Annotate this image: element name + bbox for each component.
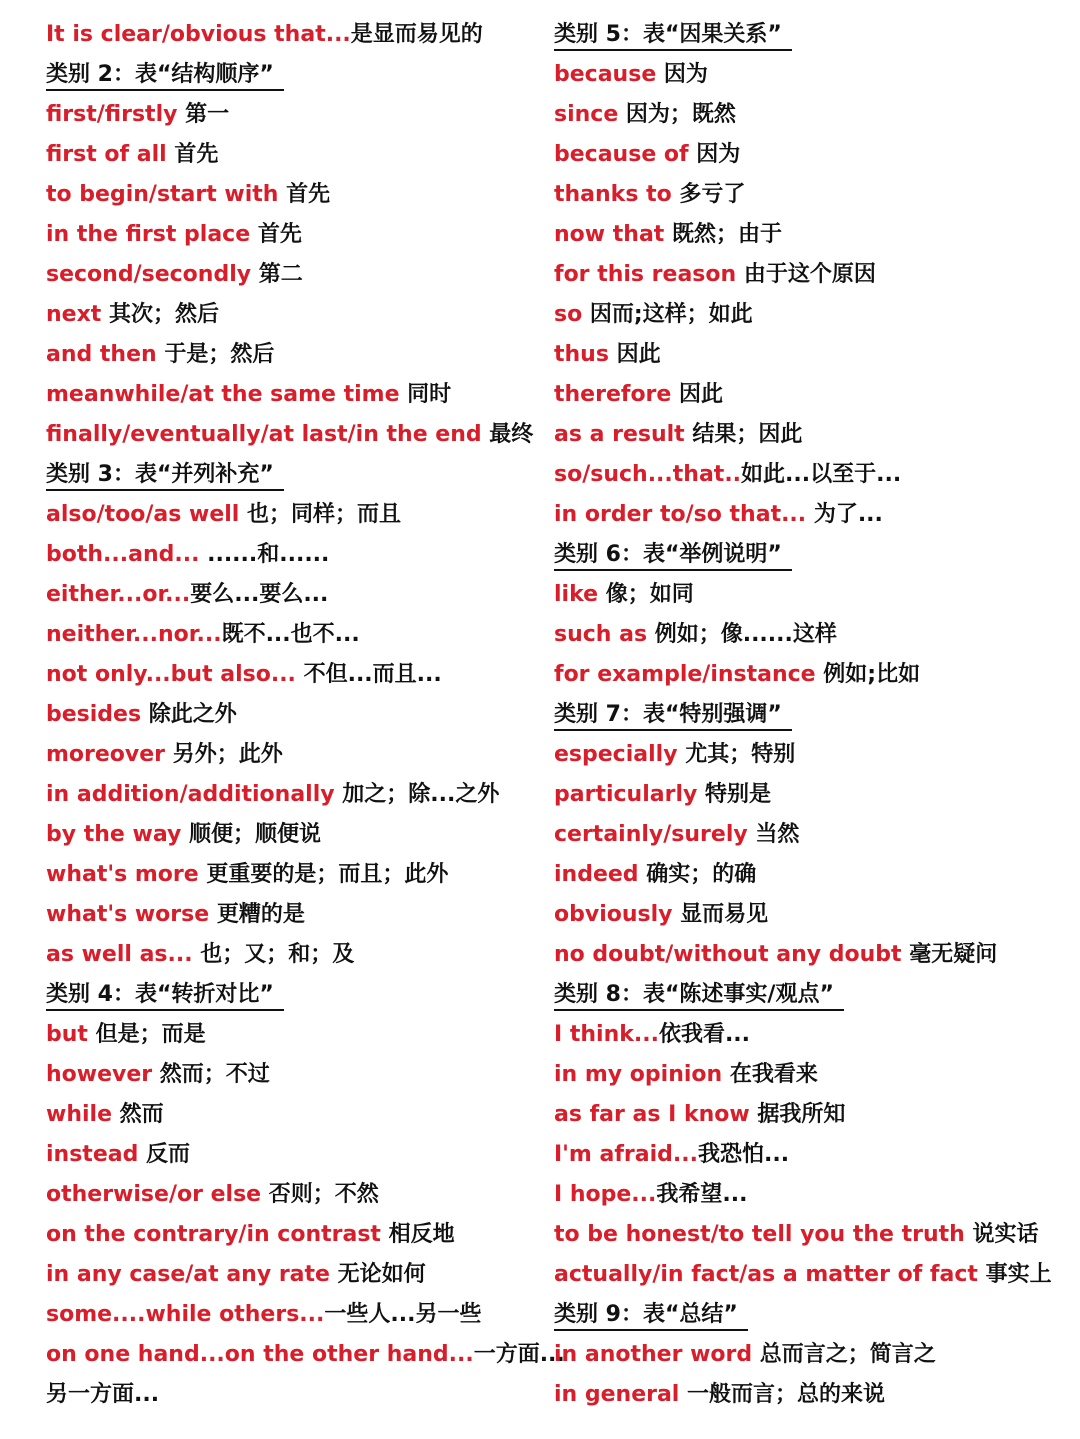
chinese-meaning: 为了... xyxy=(806,502,883,527)
chinese-meaning: 多亏了 xyxy=(671,182,746,207)
chinese-meaning: 同时 xyxy=(399,382,452,407)
chinese-meaning: 第一 xyxy=(177,102,230,127)
phrase-entry xyxy=(554,1335,1054,1375)
phrase-entry xyxy=(46,1255,546,1295)
english-phrase: particularly xyxy=(554,782,698,807)
english-phrase: as a result xyxy=(554,422,685,447)
phrase-entry xyxy=(46,615,546,655)
phrase-entry xyxy=(554,455,1054,495)
chinese-meaning: 例如；像......这样 xyxy=(647,622,837,647)
chinese-meaning: 一方面... xyxy=(473,1342,565,1367)
phrase-entry xyxy=(46,15,546,55)
phrase-entry xyxy=(554,1175,1054,1215)
chinese-meaning: 像；如同 xyxy=(598,582,694,607)
english-phrase: in my opinion xyxy=(554,1062,723,1087)
english-phrase: obviously xyxy=(554,902,673,927)
english-phrase: since xyxy=(554,102,619,127)
chinese-meaning: 尤其；特别 xyxy=(677,742,796,767)
phrase-entry xyxy=(46,415,546,455)
phrase-entry xyxy=(554,1095,1054,1135)
phrase-entry xyxy=(554,95,1054,135)
category-heading-text: 类别 6：表“举例说明” xyxy=(554,541,792,571)
english-phrase: therefore xyxy=(554,382,672,407)
chinese-meaning: 要么...要么... xyxy=(190,582,329,607)
left-column xyxy=(46,15,565,1415)
chinese-meaning: 另外；此外 xyxy=(165,742,283,767)
phrase-entry xyxy=(554,855,1054,895)
phrase-entry xyxy=(46,215,546,255)
english-phrase: actually/in fact/as a matter of fact xyxy=(554,1262,978,1287)
chinese-meaning: 因为；既然 xyxy=(618,102,736,127)
chinese-meaning: 因为 xyxy=(656,62,708,87)
phrase-entry xyxy=(46,1015,546,1055)
english-phrase: thanks to xyxy=(554,182,672,207)
chinese-meaning: 顺便；顺便说 xyxy=(181,822,322,847)
phrase-entry xyxy=(46,695,546,735)
chinese-meaning: 因此 xyxy=(608,342,661,367)
english-phrase: but xyxy=(46,1022,88,1047)
english-phrase: for example/instance xyxy=(554,662,816,687)
chinese-meaning: 既不...也不... xyxy=(221,622,360,647)
english-phrase: by the way xyxy=(46,822,182,847)
chinese-meaning: 无论如何 xyxy=(329,1262,426,1287)
english-phrase: while xyxy=(46,1102,112,1127)
chinese-meaning: 既然；由于 xyxy=(664,222,782,247)
english-phrase: such as xyxy=(554,622,648,647)
english-phrase: now that xyxy=(554,222,665,247)
english-phrase: also/too/as well xyxy=(46,502,240,527)
phrase-entry xyxy=(46,255,546,295)
phrase-entry xyxy=(46,1295,546,1335)
english-phrase: however xyxy=(46,1062,153,1087)
chinese-meaning: 在我看来 xyxy=(722,1062,818,1087)
chinese-meaning: 如此...以至于... xyxy=(741,462,902,487)
english-phrase: as well as... xyxy=(46,942,193,967)
phrase-entry xyxy=(554,655,1054,695)
chinese-meaning: 其次；然后 xyxy=(101,302,219,327)
category-heading xyxy=(46,455,546,495)
english-phrase: in order to/so that... xyxy=(554,502,807,527)
phrase-entry xyxy=(46,735,546,775)
english-phrase: I'm afraid... xyxy=(554,1142,698,1167)
category-heading-text: 类别 7：表“特别强调” xyxy=(554,701,792,731)
phrase-entry xyxy=(46,135,546,175)
chinese-meaning: 我恐怕... xyxy=(697,1142,790,1167)
category-heading-text: 类别 3：表“并列补充” xyxy=(46,461,284,491)
phrase-entry xyxy=(46,495,546,535)
chinese-meaning: 相反地 xyxy=(380,1222,455,1247)
chinese-meaning: 依我看... xyxy=(658,1022,751,1047)
chinese-meaning: 最终 xyxy=(481,422,534,447)
english-phrase: no doubt/without any doubt xyxy=(554,942,902,967)
chinese-meaning: 加之；除...之外 xyxy=(334,782,500,807)
chinese-meaning: 但是；而是 xyxy=(87,1022,206,1047)
phrase-entry xyxy=(46,895,546,935)
chinese-meaning: 首先 xyxy=(250,222,302,247)
phrase-entry xyxy=(554,1135,1054,1175)
chinese-meaning: 毫无疑问 xyxy=(901,942,998,967)
phrase-entry xyxy=(46,855,546,895)
english-phrase: besides xyxy=(46,702,142,727)
english-phrase: meanwhile/at the same time xyxy=(46,382,400,407)
english-phrase: and then xyxy=(46,342,157,367)
chinese-meaning: 否则；不然 xyxy=(261,1182,379,1207)
chinese-meaning: 确实；的确 xyxy=(638,862,757,887)
phrase-entry xyxy=(46,935,546,975)
chinese-meaning: 当然 xyxy=(747,822,800,847)
english-phrase: in general xyxy=(554,1382,680,1407)
english-phrase: not only...but also... xyxy=(46,662,296,687)
english-phrase: either...or... xyxy=(46,582,191,607)
english-phrase: as far as I know xyxy=(554,1102,750,1127)
english-phrase: certainly/surely xyxy=(554,822,748,847)
english-phrase: like xyxy=(554,582,599,607)
phrase-entry xyxy=(46,1215,546,1255)
phrase-entry xyxy=(554,1375,1054,1415)
phrase-entry xyxy=(554,1055,1054,1095)
right-column xyxy=(554,15,1054,1415)
phrase-entry xyxy=(554,55,1054,95)
english-phrase: because of xyxy=(554,142,689,167)
english-phrase: second/secondly xyxy=(46,262,252,287)
english-phrase: I hope... xyxy=(554,1182,657,1207)
category-heading xyxy=(554,975,1054,1015)
chinese-meaning: 反而 xyxy=(138,1142,191,1167)
chinese-meaning: 除此之外 xyxy=(141,702,237,727)
chinese-meaning: 一些人...另一些 xyxy=(324,1302,482,1327)
phrase-entry xyxy=(554,335,1054,375)
chinese-meaning: 不但...而且... xyxy=(295,662,442,687)
chinese-meaning: 于是；然后 xyxy=(156,342,275,367)
english-phrase: so xyxy=(554,302,583,327)
chinese-meaning: 据我所知 xyxy=(749,1102,846,1127)
category-heading-text: 类别 5：表“因果关系” xyxy=(554,21,792,51)
english-phrase: otherwise/or else xyxy=(46,1182,262,1207)
phrase-entry xyxy=(46,175,546,215)
english-phrase: thus xyxy=(554,342,609,367)
category-heading xyxy=(554,535,1054,575)
english-phrase: moreover xyxy=(46,742,166,767)
english-phrase: in the first place xyxy=(46,222,251,247)
phrase-entry xyxy=(554,1255,1054,1295)
phrase-entry xyxy=(554,255,1054,295)
english-phrase: what's worse xyxy=(46,902,210,927)
phrase-entry xyxy=(46,335,546,375)
english-phrase: on one hand...on the other hand... xyxy=(46,1342,474,1367)
chinese-meaning: 因为 xyxy=(688,142,741,167)
english-phrase: neither...nor... xyxy=(46,622,222,647)
english-phrase: I think... xyxy=(554,1022,659,1047)
chinese-meaning: 第二 xyxy=(251,262,303,287)
phrase-entry xyxy=(46,1095,546,1135)
phrase-entry xyxy=(554,615,1054,655)
chinese-meaning: ......和...... xyxy=(199,542,330,567)
english-phrase: finally/eventually/at last/in the end xyxy=(46,422,482,447)
phrase-entry xyxy=(46,1055,546,1095)
english-phrase: especially xyxy=(554,742,678,767)
category-heading-text: 类别 8：表“陈述事实/观点” xyxy=(554,981,844,1011)
chinese-meaning: 首先 xyxy=(278,182,331,207)
category-heading xyxy=(554,1295,1054,1335)
phrase-entry xyxy=(46,535,546,575)
phrase-entry xyxy=(554,1215,1054,1255)
phrase-entry xyxy=(46,1175,546,1215)
category-heading-text: 类别 2：表“结构顺序” xyxy=(46,61,284,91)
category-heading-text: 类别 4：表“转折对比” xyxy=(46,981,284,1011)
chinese-meaning: 另一方面... xyxy=(46,1382,160,1407)
phrase-entry xyxy=(554,375,1054,415)
english-phrase: on the contrary/in contrast xyxy=(46,1222,381,1247)
category-heading xyxy=(46,975,546,1015)
phrase-entry xyxy=(554,215,1054,255)
phrase-entry xyxy=(46,815,546,855)
english-phrase: first of all xyxy=(46,142,167,167)
phrase-entry xyxy=(46,1135,546,1175)
phrase-entry xyxy=(46,1375,546,1415)
chinese-meaning: 事实上 xyxy=(977,1262,1052,1287)
chinese-meaning: 结果；因此 xyxy=(684,422,803,447)
phrase-entry xyxy=(554,895,1054,935)
chinese-meaning: 我希望... xyxy=(656,1182,748,1207)
english-phrase: what's more xyxy=(46,862,199,887)
phrase-entry xyxy=(554,295,1054,335)
chinese-meaning: 首先 xyxy=(166,142,219,167)
english-phrase: to be honest/to tell you the truth xyxy=(554,1222,965,1247)
chinese-meaning: 一般而言；总的来说 xyxy=(679,1382,886,1407)
chinese-meaning: 例如;比如 xyxy=(815,662,921,687)
phrase-entry xyxy=(554,415,1054,455)
phrase-entry xyxy=(46,375,546,415)
chinese-meaning: 也；又；和；及 xyxy=(192,942,355,967)
english-phrase: in another word xyxy=(554,1342,753,1367)
english-phrase: so/such...that.. xyxy=(554,462,742,487)
phrase-entry xyxy=(554,935,1054,975)
chinese-meaning: 说实话 xyxy=(964,1222,1039,1247)
phrase-entry xyxy=(46,95,546,135)
english-phrase: for this reason xyxy=(554,262,737,287)
phrase-entry xyxy=(46,295,546,335)
phrase-entry xyxy=(554,495,1054,535)
chinese-meaning: 更糟的是 xyxy=(209,902,305,927)
chinese-meaning: 也；同样；而且 xyxy=(239,502,402,527)
chinese-meaning: 显而易见 xyxy=(672,902,769,927)
phrase-entry xyxy=(554,775,1054,815)
phrase-entry xyxy=(46,655,546,695)
chinese-meaning: 更重要的是；而且；此外 xyxy=(198,862,449,887)
category-heading xyxy=(554,15,1054,55)
english-phrase: in addition/additionally xyxy=(46,782,335,807)
category-heading xyxy=(46,55,546,95)
category-heading xyxy=(554,695,1054,735)
chinese-meaning: 是显而易见的 xyxy=(350,22,483,47)
phrase-entry xyxy=(554,135,1054,175)
english-phrase: because xyxy=(554,62,657,87)
chinese-meaning: 总而言之；简言之 xyxy=(752,1342,936,1367)
phrase-entry xyxy=(554,735,1054,775)
english-phrase: instead xyxy=(46,1142,139,1167)
english-phrase: both...and... xyxy=(46,542,200,567)
english-phrase: some....while others... xyxy=(46,1302,325,1327)
chinese-meaning: 然而；不过 xyxy=(152,1062,270,1087)
english-phrase: to begin/start with xyxy=(46,182,279,207)
english-phrase: first/firstly xyxy=(46,102,178,127)
english-phrase: indeed xyxy=(554,862,639,887)
phrase-entry xyxy=(46,575,546,615)
chinese-meaning: 因而;这样；如此 xyxy=(582,302,753,327)
phrase-entry xyxy=(554,815,1054,855)
phrase-entry xyxy=(46,1335,565,1375)
phrase-entry xyxy=(554,575,1054,615)
english-phrase: next xyxy=(46,302,102,327)
phrase-entry xyxy=(554,1015,1054,1055)
english-phrase: in any case/at any rate xyxy=(46,1262,330,1287)
chinese-meaning: 由于这个原因 xyxy=(736,262,876,287)
chinese-meaning: 因此 xyxy=(671,382,723,407)
chinese-meaning: 然而 xyxy=(112,1102,164,1127)
phrase-entry xyxy=(554,175,1054,215)
category-heading-text: 类别 9：表“总结” xyxy=(554,1301,748,1331)
english-phrase: It is clear/obvious that... xyxy=(46,22,351,47)
phrase-entry xyxy=(46,775,546,815)
chinese-meaning: 特别是 xyxy=(697,782,771,807)
